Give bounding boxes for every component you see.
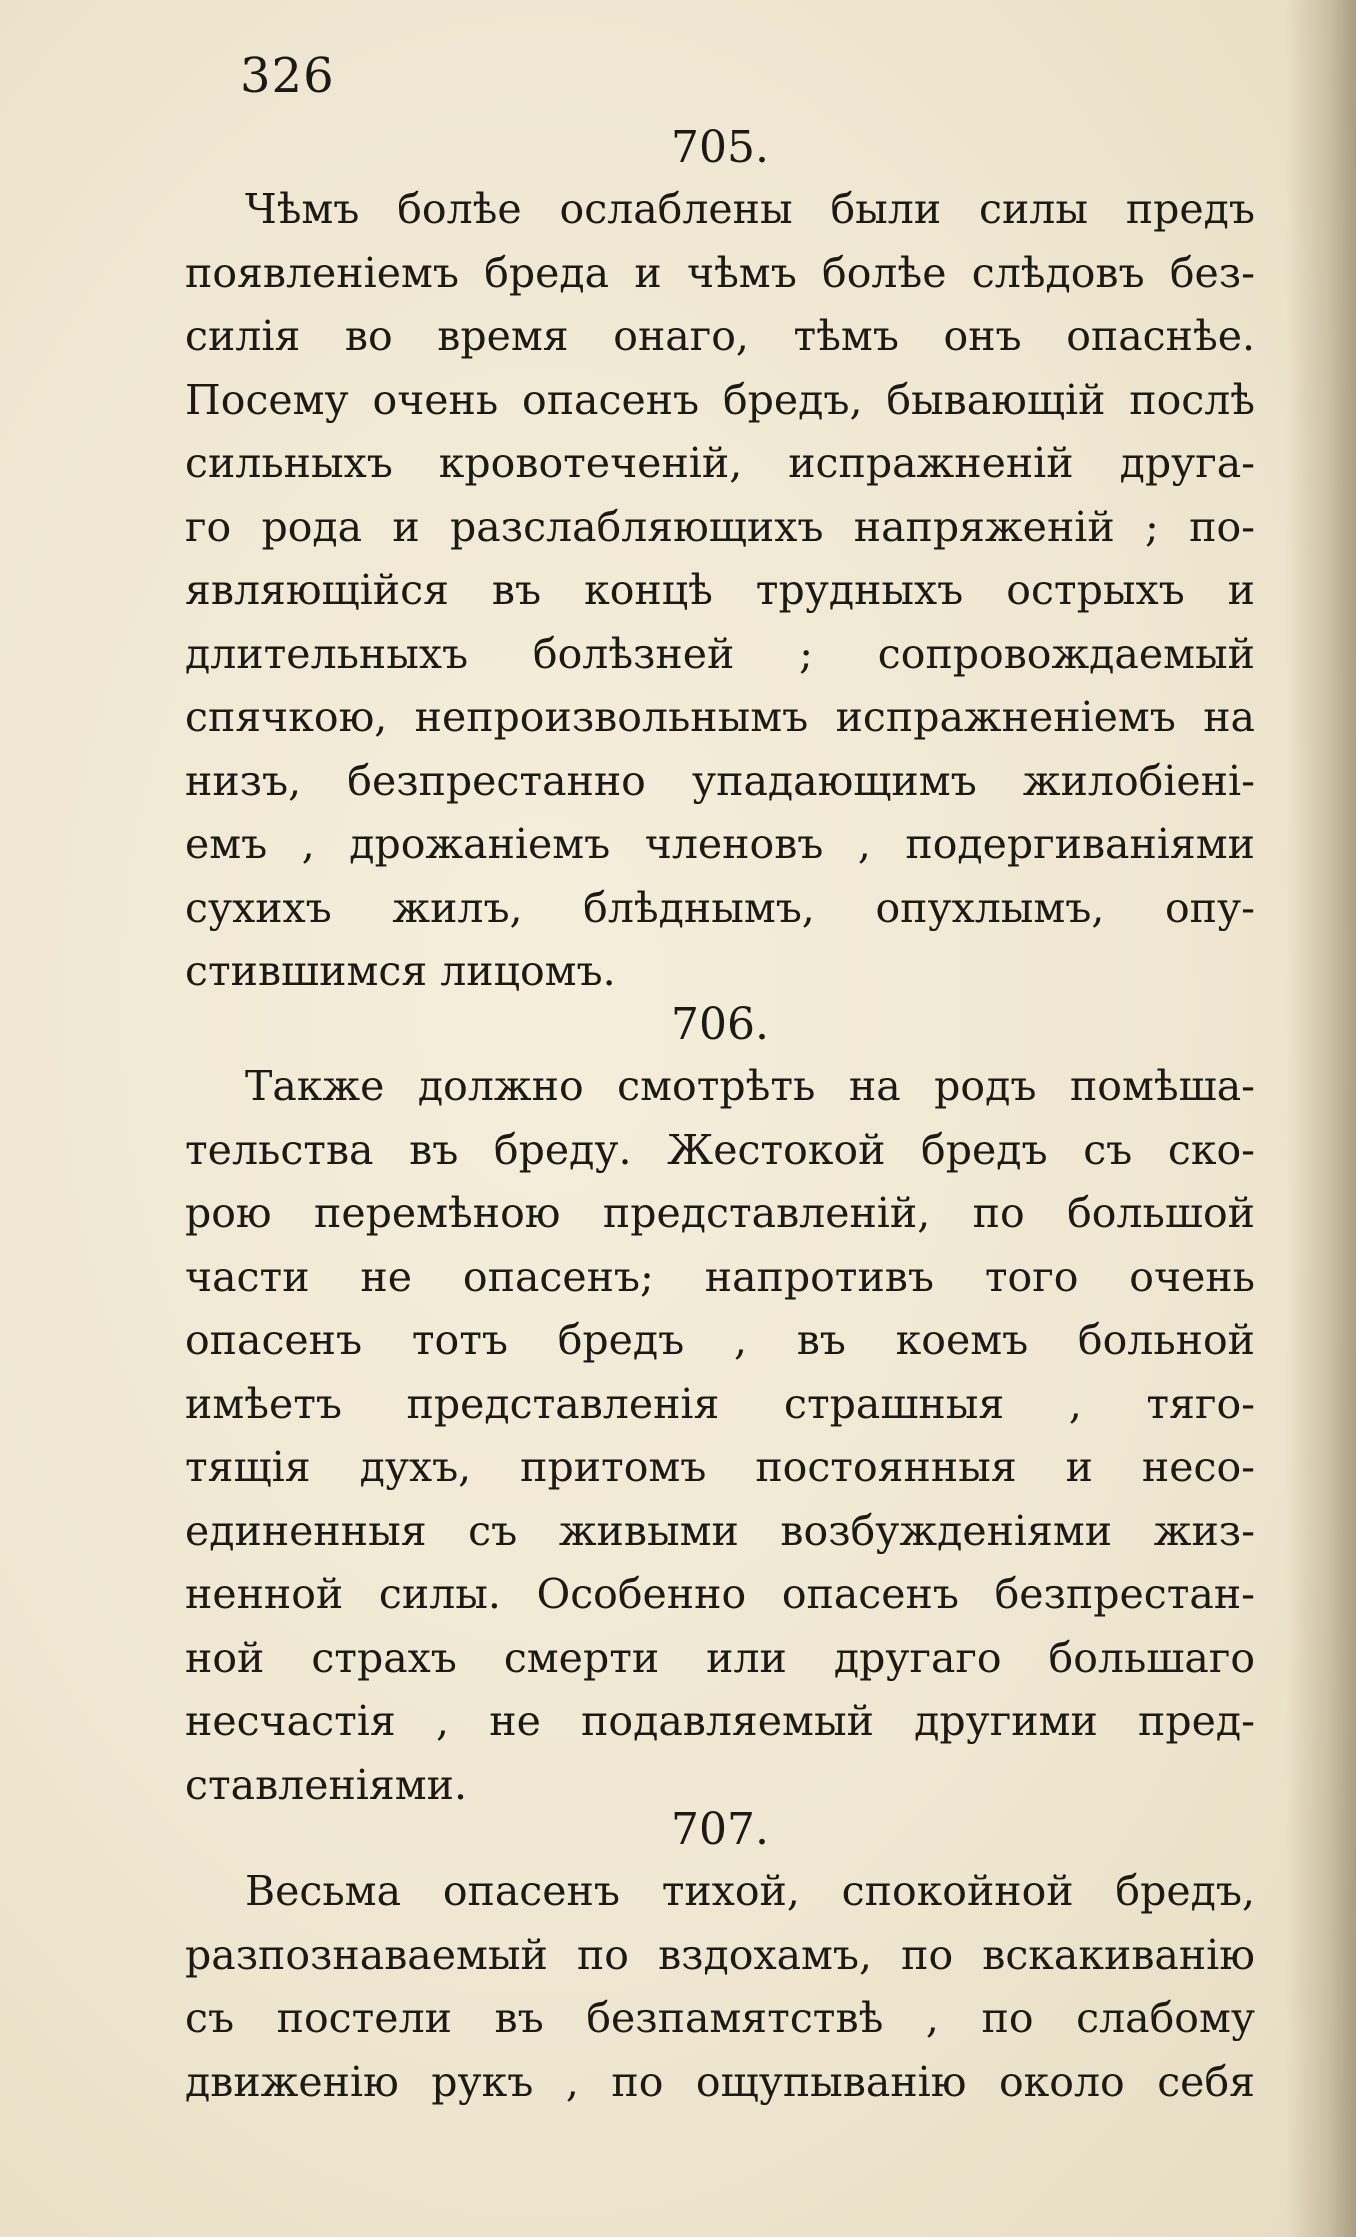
text-line: силія во время онаго, тѣмъ онъ опаснѣе. bbox=[185, 312, 1255, 360]
text-line: длительныхъ болѣзней ; сопровождаемый bbox=[185, 629, 1255, 678]
section-number: 705. bbox=[671, 122, 769, 173]
text-line: стившимся лицомъ. bbox=[185, 947, 616, 995]
text-line: тельства въ бреду. Жестокой бредъ съ ско- bbox=[185, 1125, 1255, 1174]
page-number: 326 bbox=[240, 48, 335, 104]
text-line: несчастія , не подавляемый другими пред- bbox=[185, 1697, 1255, 1745]
text-line: спячкою, непроизвольнымъ испражненіемъ на bbox=[185, 693, 1255, 741]
text-line: Чѣмъ болѣе ослаблены были силы предъ bbox=[245, 185, 1255, 233]
text-line: Также должно смотрѣть на родъ помѣша- bbox=[245, 1062, 1255, 1110]
text-line: го рода и разслабляющихъ напряженій ; по- bbox=[185, 502, 1255, 551]
text-line: Весьма опасенъ тихой, спокойной бредъ, bbox=[245, 1867, 1255, 1915]
text-line: единенныя съ живыми возбужденіями жиз- bbox=[185, 1506, 1255, 1555]
text-line: тящія духъ, притомъ постоянныя и несо- bbox=[185, 1443, 1255, 1491]
text-line: появленіемъ бреда и чѣмъ болѣе слѣдовъ без- bbox=[185, 248, 1255, 297]
text-line: ставленіями. bbox=[185, 1760, 468, 1809]
text-line: сухихъ жилъ, блѣднымъ, опухлымъ, опу- bbox=[185, 883, 1255, 932]
text-line: рою перемѣною представленій, по большой bbox=[185, 1189, 1255, 1237]
text-line: имѣетъ представленія страшныя , тяго- bbox=[185, 1379, 1255, 1428]
text-line: низъ, безпрестанно упадающимъ жилобіені- bbox=[185, 756, 1255, 805]
text-line: разпознаваемый по вздохамъ, по вскакиванію bbox=[185, 1930, 1255, 1979]
section-number: 706. bbox=[671, 999, 769, 1050]
text-line: части не опасенъ; напротивъ того очень bbox=[185, 1252, 1255, 1301]
text-line: сильныхъ кровотеченій, испражненій друга- bbox=[185, 439, 1255, 487]
section-number: 707. bbox=[671, 1804, 769, 1855]
section-706 bbox=[185, 995, 1255, 1817]
section-707 bbox=[185, 1800, 1255, 2114]
text-line: ной страхъ смерти или другаго большаго bbox=[185, 1633, 1255, 1682]
text-line: являющійся въ концѣ трудныхъ острыхъ и bbox=[185, 566, 1255, 614]
text-line: Посему очень опасенъ бредъ, бывающій послѣ bbox=[185, 375, 1255, 424]
text-line: опасенъ тотъ бредъ , въ коемъ больной bbox=[185, 1316, 1255, 1364]
text-line: ненной силы. Особенно опасенъ безпрестан- bbox=[185, 1570, 1255, 1618]
spine-shadow bbox=[1286, 0, 1356, 2237]
text-line: съ постели въ безпамятствѣ , по слабому bbox=[185, 1994, 1255, 2042]
text-line: движенію рукъ , по ощупыванію около себя bbox=[185, 2057, 1255, 2106]
text-line: емъ , дрожаніемъ членовъ , подергиваніями bbox=[185, 820, 1255, 868]
section-705 bbox=[185, 118, 1255, 1004]
